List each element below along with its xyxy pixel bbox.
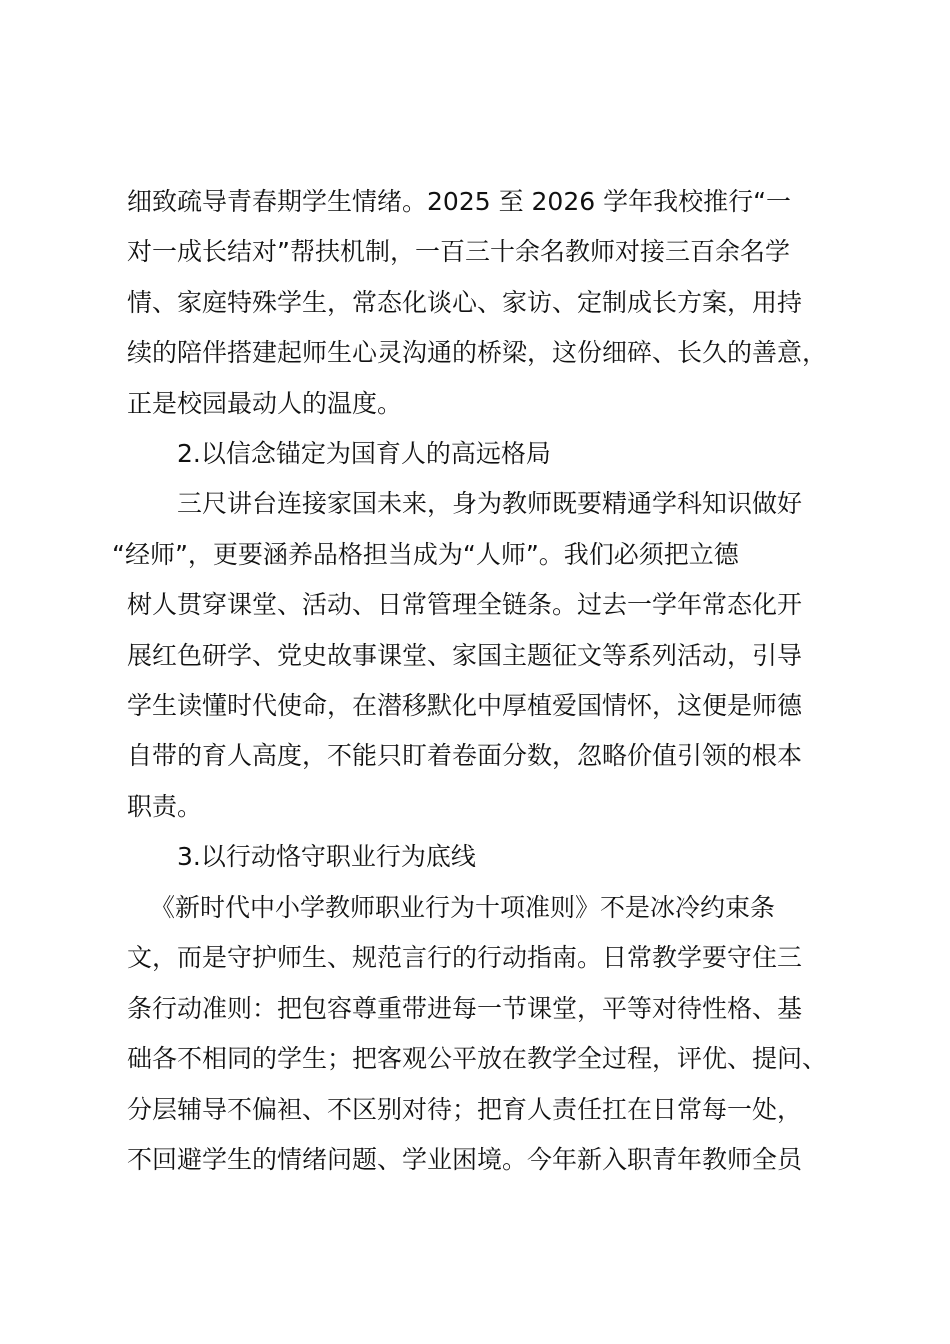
body-line-10: 展红色研学、党史故事课堂、家国主题征文等系列活动，引导: [127, 641, 803, 670]
section-heading-3: 3.以行动恪守职业行为底线: [177, 842, 476, 871]
body-line-9: 树人贯穿课堂、活动、日常管理全链条。过去一学年常态化开: [127, 590, 803, 619]
body-line-3: 情、家庭特殊学生，常态化谈心、家访、定制成长方案，用持: [127, 288, 803, 317]
body-line-8: “经师”，更要涵养品格担当成为“人师”。我们必须把立德: [112, 540, 739, 569]
body-line-16: 文，而是守护师生、规范言行的行动指南。日常教学要守住三: [127, 943, 803, 972]
body-line-15: 《新时代中小学教师职业行为十项准则》不是冰冷约束条: [150, 893, 776, 922]
section-heading-2: 2.以信念锚定为国育人的高远格局: [177, 439, 551, 468]
body-line-7: 三尺讲台连接家国未来，身为教师既要精通学科知识做好: [177, 489, 803, 518]
body-line-19: 分层辅导不偏袒、不区别对待；把育人责任扛在日常每一处，: [127, 1095, 803, 1124]
body-line-2: 对一成长结对”帮扶机制，一百三十余名教师对接三百余名学: [127, 237, 790, 266]
body-line-4: 续的陪伴搭建起师生心灵沟通的桥梁，这份细碎、长久的善意，: [127, 338, 828, 367]
body-line-11: 学生读懂时代使命，在潜移默化中厚植爱国情怀，这便是师德: [127, 691, 803, 720]
body-line-20: 不回避学生的情绪问题、学业困境。今年新入职青年教师全员: [127, 1145, 803, 1174]
body-line-1: 细致疏导青春期学生情绪。2025 至 2026 学年我校推行“一: [127, 187, 792, 216]
body-line-17: 条行动准则：把包容尊重带进每一节课堂，平等对待性格、基: [127, 994, 803, 1023]
body-line-5: 正是校园最动人的温度。: [127, 389, 403, 418]
body-line-18: 础各不相同的学生；把客观公平放在教学全过程，评优、提问、: [127, 1044, 828, 1073]
body-line-13: 职责。: [127, 792, 203, 821]
body-line-12: 自带的育人高度，不能只盯着卷面分数，忽略价值引领的根本: [127, 741, 803, 770]
